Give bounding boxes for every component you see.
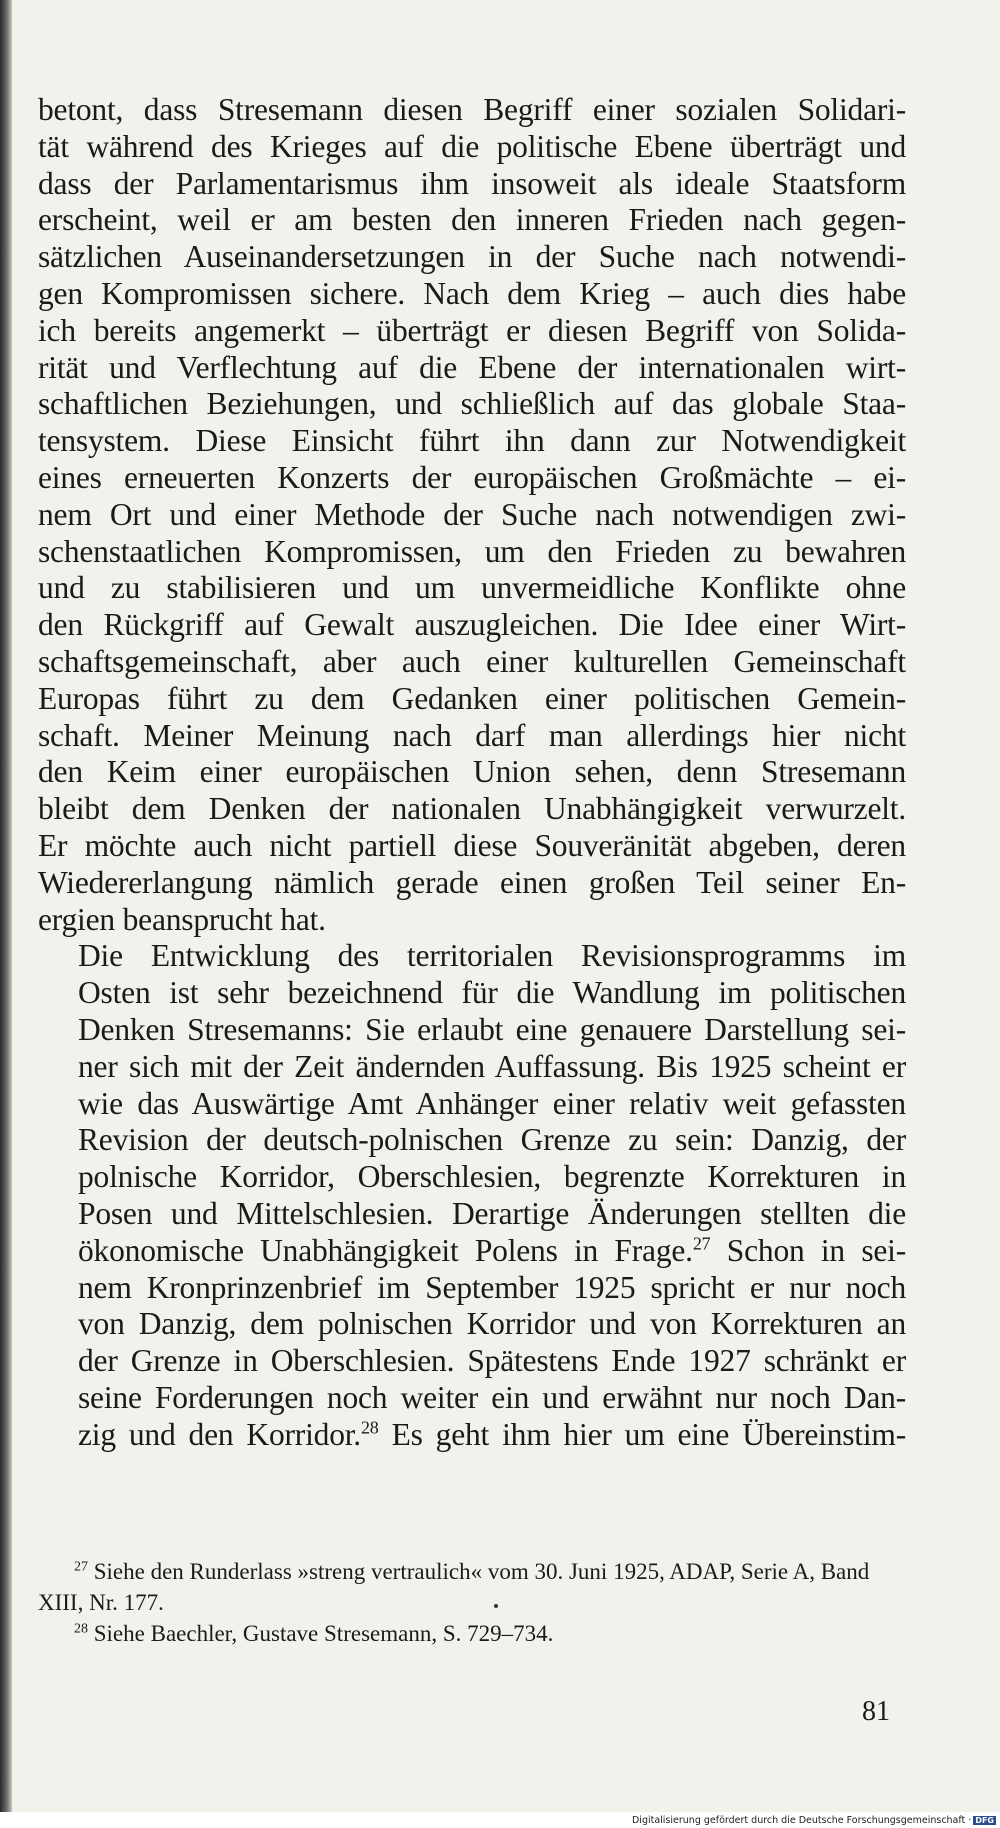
footnote-text: Siehe den Runderlass »streng vertraulich« vom 30. Juni 1925, ADAP, Serie A, Band XIII, Nr. 177. (38, 1559, 870, 1615)
text-line: und zu stabilisieren und um unvermeidliche Konflikte ohne (38, 570, 906, 606)
text-line: bleibt dem Denken der nationalen Unabhängigkeit verwurzelt. (38, 791, 906, 827)
text-line: Denken Stresemanns: Sie erlaubt eine genauere Darstellung sei- (78, 1011, 906, 1047)
footnote-27 (38, 1556, 906, 1618)
text-line: nem Kronprinzenbrief im September 1925 spricht er nur noch (78, 1269, 906, 1305)
text-line: schaftlichen Beziehungen, und schließlich auf das globale Staa- (38, 386, 906, 422)
text-line: Europas führt zu dem Gedanken einer politischen Gemein- (38, 680, 906, 716)
text-line: tensystem. Diese Einsicht führt ihn dann zur Notwendigkeit (38, 423, 906, 459)
page-number: 81 (862, 1696, 890, 1727)
text-line: Posen und Mittelschlesien. Derartige Änderungen stellten die (78, 1195, 906, 1231)
footnote-reference[interactable]: 28 (360, 1417, 379, 1438)
text-line: gen Kompromissen sichere. Nach dem Krieg – auch dies habe (38, 275, 906, 311)
text-line: Osten ist sehr bezeichnend für die Wandlung im politischen (78, 975, 906, 1011)
paragraph-2 (38, 938, 906, 1453)
text-line: rität und Verflechtung auf die Ebene der internationalen wirt- (38, 349, 906, 385)
text-line: den Keim einer europäischen Union sehen, denn Stresemann (38, 754, 906, 790)
text-line: seine Forderungen noch weiter ein und erwähnt nur noch Dan- (78, 1379, 906, 1415)
text-line (38, 1417, 906, 1454)
text-line: schenstaatlichen Kompromissen, um den Frieden zu bewahren (38, 533, 906, 569)
book-binding-edge (0, 0, 12, 1812)
line-segment: Schon in sei- (710, 1232, 906, 1268)
footnote-28 (38, 1618, 906, 1649)
footnote-reference[interactable]: 27 (692, 1233, 711, 1254)
text-line: tät während des Krieges auf die politische Ebene überträgt und (38, 128, 906, 164)
text-line: der Grenze in Oberschlesien. Spätestens Ende 1927 schränkt er (78, 1343, 906, 1379)
body-text (38, 92, 906, 1453)
text-line: betont, dass Stresemann diesen Begriff einer sozialen Solidari- (38, 92, 906, 127)
scan-speck (494, 1604, 498, 1608)
text-line: polnische Korridor, Oberschlesien, begrenzte Korrekturen in (78, 1159, 906, 1195)
text-line: sätzlichen Auseinandersetzungen in der Suche nach notwendi- (38, 239, 906, 275)
text-line: nem Ort und einer Methode der Suche nach notwendigen zwi- (38, 496, 906, 532)
line-segment: Es geht ihm hier um eine Übereinstim- (378, 1416, 906, 1452)
text-line: Wiedererlangung nämlich gerade einen großen Teil seiner En- (38, 864, 906, 900)
credit-text: Digitalisierung gefördert durch die Deutsche Forschungsgemeinschaft · (631, 1815, 972, 1826)
text-line: schaftsgemeinschaft, aber auch einer kulturellen Gemeinschaft (38, 643, 906, 679)
text-line: erscheint, weil er am besten den inneren Frieden nach gegen- (38, 202, 906, 238)
footnote-text: Siehe Baechler, Gustave Stresemann, S. 729–734. (93, 1621, 554, 1646)
dfg-logo: DFG (975, 1816, 994, 1825)
text-line: ich bereits angemerkt – überträgt er diesen Begriff von Solida- (38, 312, 906, 348)
text-line: Revision der deutsch-polnischen Grenze zu sein: Danzig, der (78, 1122, 906, 1158)
text-line: wie das Auswärtige Amt Anhänger einer relativ weit gefassten (78, 1085, 906, 1121)
text-line: Die Entwicklung des territorialen Revisionsprogramms im (78, 938, 906, 974)
digitization-credit (632, 1815, 996, 1826)
line-segment: zig und den Korridor. (78, 1416, 361, 1452)
paragraph-1 (38, 92, 906, 938)
text-line: dass der Parlamentarismus ihm insoweit als ideale Staatsform (38, 165, 906, 201)
footnotes (38, 1556, 906, 1649)
footnote-marker: 28 (74, 1621, 88, 1637)
footnote-marker: 27 (74, 1559, 88, 1575)
line-segment: ökonomische Unabhängigkeit Polens in Frage. (78, 1232, 693, 1268)
text-line: ner sich mit der Zeit ändernden Auffassung. Bis 1925 scheint er (78, 1048, 906, 1084)
text-line: den Rückgriff auf Gewalt auszugleichen. Die Idee einer Wirt- (38, 607, 906, 643)
text-line: eines erneuerten Konzerts der europäischen Großmächte – ei- (38, 459, 906, 495)
text-line: von Danzig, dem polnischen Korridor und von Korrekturen an (78, 1306, 906, 1342)
text-line: ergien beansprucht hat. (38, 901, 326, 937)
text-line (38, 1233, 906, 1270)
text-line: schaft. Meiner Meinung nach darf man allerdings hier nicht (38, 717, 906, 753)
text-line: Er möchte auch nicht partiell diese Souveränität abgeben, deren (38, 827, 906, 863)
